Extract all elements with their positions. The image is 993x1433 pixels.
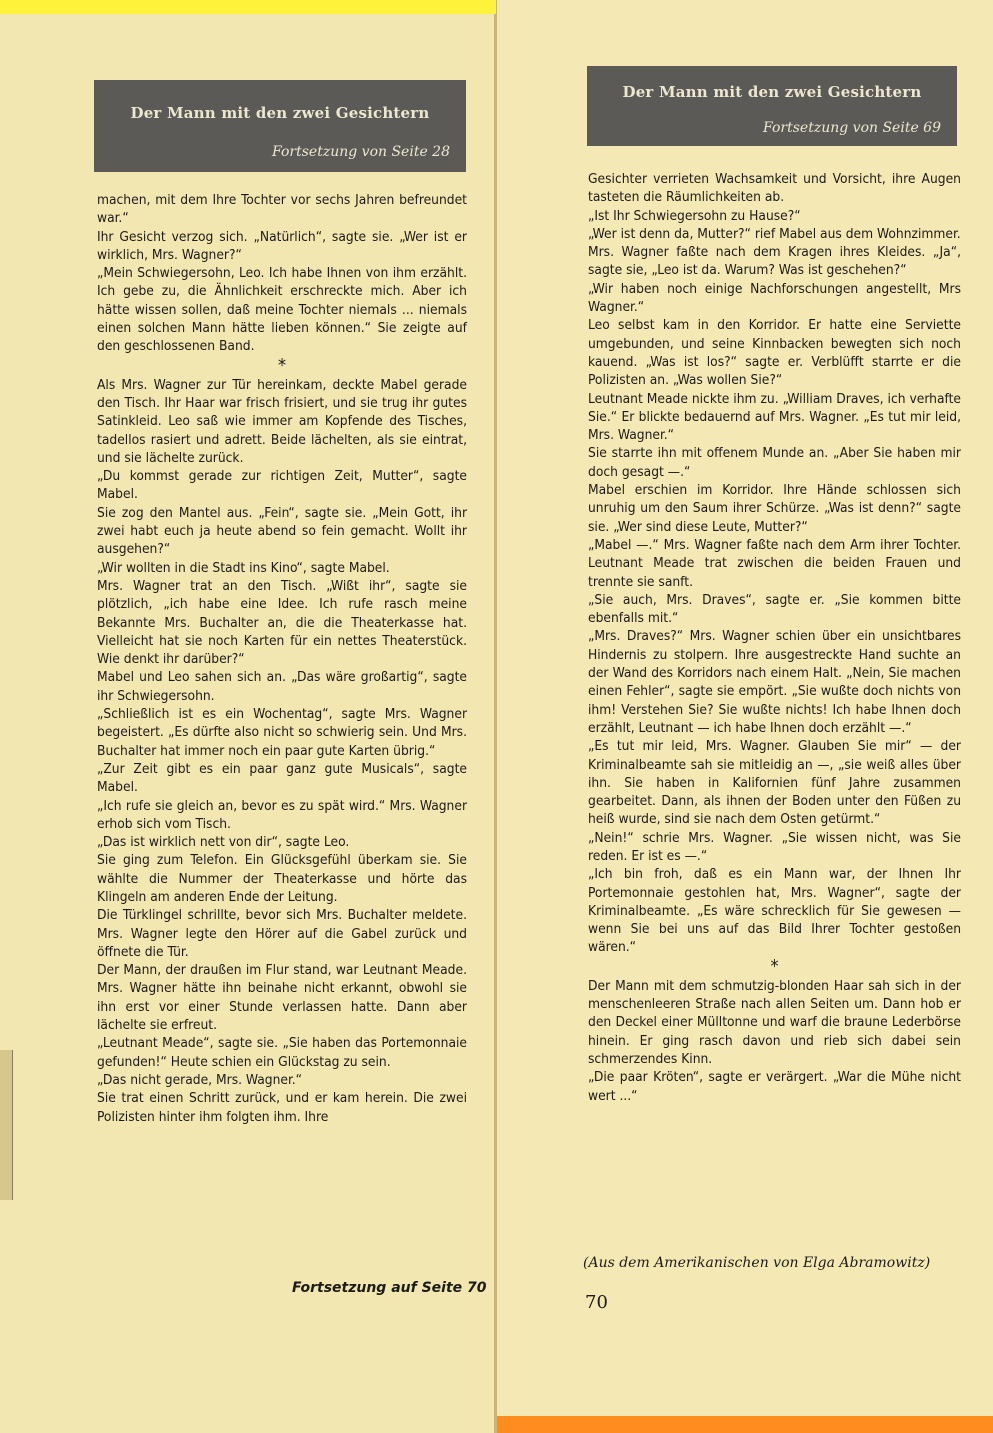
page-number: 70 xyxy=(585,1292,608,1313)
bottom-orange-strip xyxy=(497,1416,993,1433)
paragraph: Sie ging zum Telefon. Ein Glücksgefühl überkam sie. Sie wählte die Nummer der Theaterkasse und hörte das Klingeln am anderen Ende der Leitung. xyxy=(97,852,467,905)
right-header-title: Der Mann mit den zwei Gesichtern xyxy=(622,83,922,101)
paragraph: Ihr Gesicht verzog sich. „Natürlich“, sagte sie. „Wer ist er wirklich, Mrs. Wagner?“ xyxy=(97,228,467,263)
paragraph: „Das nicht gerade, Mrs. Wagner.“ xyxy=(97,1071,303,1088)
continued-note: Fortsetzung auf Seite 70 xyxy=(292,1280,487,1296)
paragraph: „Mein Schwiegersohn, Leo. Ich habe Ihnen von ihm erzählt. Ich gebe zu, die Ähnlichkeit erschreckte mich. Aber ich hätte wissen sollen, daß meine Tochter niemals ... niemals einen solchen Mann hätte lieben können.“ Sie zeigte auf den geschlossenen Band. xyxy=(97,265,467,355)
paragraph: Mabel erschien im Korridor. Ihre Hände schlossen sich unruhig um den Saum ihrer Schürze. „Was ist denn?“ sagte sie. „Wer sind diese Leute, Mutter?“ xyxy=(588,482,961,535)
paragraph: „Das ist wirklich nett von dir“, sagte Leo. xyxy=(97,834,350,851)
translation-credit: (Aus dem Amerikanischen von Elga Abramowitz) xyxy=(583,1255,931,1271)
paragraph: Als Mrs. Wagner zur Tür hereinkam, deckte Mabel gerade den Tisch. Ihr Haar war frisch frisiert, und sie trug ihr gutes Satinkleid. Leo saß wie immer am Kopfende des Tisches, tadellos rasiert und adrett. Beide lächelten, als sie eintrat, und sie lächelte zurück. xyxy=(97,376,467,466)
paragraph: „Es tut mir leid, Mrs. Wagner. Glauben Sie mir“ — der Kriminalbeamte sah sie mitleidig an —, „sie weiß alles über ihn. Sie haben in Kalifornien fünf Jahre zusammen gearbeitet. Dann, als ihnen der Boden unter den Füßen zu heiß wurde, sind sie nach dem Osten getürmt.“ xyxy=(588,738,961,828)
paragraph: „Leutnant Meade“, sagte sie. „Sie haben das Portemonnaie gefunden!“ Heute schien ein Glückstag zu sein. xyxy=(97,1035,467,1070)
left-text-column xyxy=(97,191,467,1126)
left-page xyxy=(0,0,496,1433)
paragraph: Sie starrte ihn mit offenem Munde an. „Aber Sie haben mir doch gesagt —.“ xyxy=(588,445,961,480)
paragraph: „Wer ist denn da, Mutter?“ rief Mabel aus dem Wohnzimmer. xyxy=(588,225,961,242)
paragraph: „Wir wollten in die Stadt ins Kino“, sagte Mabel. xyxy=(97,559,390,576)
right-header-subtitle: Fortsetzung von Seite 69 xyxy=(763,120,941,136)
right-header-box xyxy=(587,66,957,146)
paragraph: „Zur Zeit gibt es ein paar ganz gute Musicals“, sagte Mabel. xyxy=(97,760,467,796)
top-yellow-strip xyxy=(0,0,496,14)
paragraph: Der Mann, der draußen im Flur stand, war Leutnant Meade. Mrs. Wagner hätte ihn beinahe nicht erkannt, obwohl sie ihn erst vor einer Stunde verlassen hatte. Dann aber lächelte sie erfreut. xyxy=(97,962,467,1034)
right-page xyxy=(497,0,993,1433)
paragraph: „Ich rufe sie gleich an, bevor es zu spät wird.“ Mrs. Wagner erhob sich vom Tisch. xyxy=(97,797,467,832)
paragraph: „Sie auch, Mrs. Draves“, sagte er. „Sie kommen bitte ebenfalls mit.“ xyxy=(588,591,961,627)
paragraph: Sie trat einen Schritt zurück, und er kam herein. Die zwei Polizisten hinter ihm folgten ihm. Ihre xyxy=(97,1090,467,1125)
right-text-column xyxy=(588,170,961,1105)
paragraph: „Schließlich ist es ein Wochentag“, sagte Mrs. Wagner begeistert. „Es dürfte also nicht so schwierig sein. Und Mrs. Buchalter hat immer noch ein paar gute Karten übrig.“ xyxy=(97,706,467,759)
paragraph: Die Türklingel schrillte, bevor sich Mrs. Buchalter meldete. Mrs. Wagner legte den Hörer auf die Gabel zurück und öffnete die Tür. xyxy=(97,907,467,960)
binding-edge xyxy=(0,1050,13,1200)
paragraph: „Wir haben noch einige Nachforschungen angestellt, Mrs Wagner.“ xyxy=(588,280,961,316)
left-header-box xyxy=(94,80,466,172)
section-separator: * xyxy=(277,354,287,376)
paragraph: Gesichter verrieten Wachsamkeit und Vorsicht, ihre Augen tasteten die Räumlichkeiten ab. xyxy=(588,171,961,206)
paragraph: Mrs. Wagner trat an den Tisch. „Wißt ihr“, sagte sie plötzlich, „ich habe eine Idee. Ich rufe rasch meine Bekannte Mrs. Buchalter an, die die Theaterkasse hat. Vielleicht hat sie noch Karten für ein nettes Theaterstück. Wie denkt ihr darüber?“ xyxy=(97,577,467,668)
paragraph: „Ich bin froh, daß es ein Mann war, der Ihnen Ihr Portemonnaie gestohlen hat, Mrs. Wagner“, sagte der Kriminalbeamte. „Es wäre schrecklich für Sie gewesen — wenn Sie bei uns auf das Bild Ihrer Tochter gestoßen wären.“ xyxy=(588,866,961,956)
paragraph: Der Mann mit dem schmutzig-blonden Haar sah sich in der menschenleeren Straße nach allen Seiten um. Dann hob er den Deckel einer Mülltonne und warf die braune Lederbörse hinein. Er ging rasch davon und rieb sich dabei sein schmerzendes Kinn. xyxy=(588,977,961,1067)
paragraph: Mrs. Wagner faßte nach dem Kragen ihres Kleides. „Ja“, sagte sie, „Leo ist da. Warum? Was ist geschehen?“ xyxy=(588,244,961,279)
paragraph: „Du kommst gerade zur richtigen Zeit, Mutter“, sagte Mabel. xyxy=(97,468,467,503)
paragraph: Sie zog den Mantel aus. „Fein“, sagte sie. „Mein Gott, ihr zwei habt euch ja heute abend so fein gemacht. Wollt ihr ausgehen?“ xyxy=(97,504,467,558)
paragraph: „Die paar Kröten“, sagte er verärgert. „War die Mühe nicht wert ...“ xyxy=(588,1069,961,1104)
paragraph: machen, mit dem Ihre Tochter vor sechs Jahren befreundet war.“ xyxy=(97,192,467,227)
paragraph: Leutnant Meade nickte ihm zu. „William Draves, ich verhafte Sie.“ Er blickte bedauernd auf Mrs. Wagner. „Es tut mir leid, Mrs. Wagner.“ xyxy=(588,390,961,444)
paragraph: „Ist Ihr Schwiegersohn zu Hause?“ xyxy=(588,207,801,224)
paragraph: „Nein!“ schrie Mrs. Wagner. „Sie wissen nicht, was Sie reden. Er ist es —.“ xyxy=(588,829,961,864)
paragraph: „Mrs. Draves?“ Mrs. Wagner schien über ein unsichtbares Hindernis zu stolpern. Ihre ausgestreckte Hand suchte an der Wand des Korridors nach einem Halt. „Nein, Sie machen einen Fehler“, sagte sie empört. „Sie wußte doch nichts von ihm! Verstehen Sie? Sie wußte nichts! Ich habe Ihnen doch erzählt, Leutnant — ich habe Ihnen doch erzählt —.“ xyxy=(588,628,961,736)
section-separator: * xyxy=(770,955,779,977)
paragraph: Mabel und Leo sahen sich an. „Das wäre großartig“, sagte ihr Schwiegersohn. xyxy=(97,669,467,704)
paragraph: Leo selbst kam in den Korridor. Er hatte eine Serviette umgebunden, und seine Kinnbacken bewegten sich noch kauend. „Was ist los?“ sagte er. Verblüfft starrte er die Polizisten an. „Was wollen Sie?“ xyxy=(588,317,961,389)
left-header-subtitle: Fortsetzung von Seite 28 xyxy=(272,144,450,160)
paragraph: „Mabel —.“ Mrs. Wagner faßte nach dem Arm ihrer Tochter. Leutnant Meade trat zwischen die beiden Frauen und trennte sie sanft. xyxy=(588,536,961,590)
left-header-title: Der Mann mit den zwei Gesichtern xyxy=(130,104,430,122)
